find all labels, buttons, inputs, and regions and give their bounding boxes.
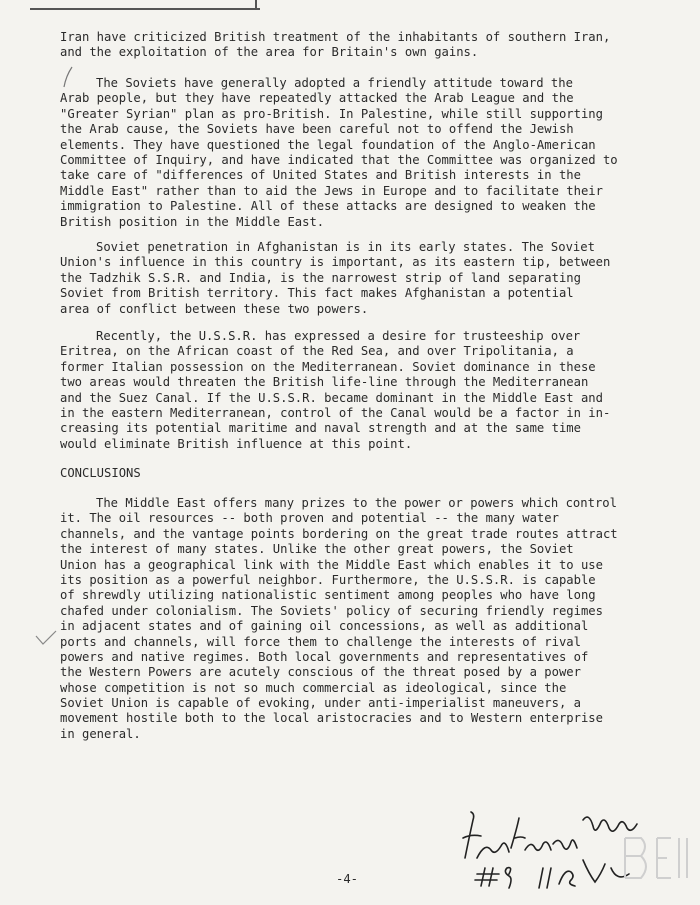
text-line: the Arab cause, the Soviets have been careful not to offend the Jewish [60,122,574,137]
text-line: immigration to Palestine. All of these attacks are designed to weaken the [60,199,596,214]
text-line: it. The oil resources -- both proven and potential -- the many water [60,511,559,526]
text-line: ports and channels, will force them to challenge the interests of rival [60,634,581,649]
text-line: the Tadzhik S.S.R. and India, is the narrowest strip of land separating [60,270,581,285]
text-line: the interest of many states. Unlike the other great powers, the Soviet [60,542,574,557]
text-line: movement hostile both to the local aristocracies and to Western enterprise [60,711,603,726]
text-line: Recently, the U.S.S.R. has expressed a desire for trusteeship over [96,329,581,343]
paragraph [60,76,635,230]
text-line: the Western Powers are acutely conscious of the threat posed by a power [60,665,581,680]
text-line: Soviet from British territory. This fact makes Afghanistan a potential [60,286,574,301]
text-line: Eritrea, on the African coast of the Red Sea, and over Tripolitania, a [60,344,574,359]
text-line: Middle East" rather than to aid the Jews in Europe and to facilitate their [60,183,603,198]
top-tick-mark [255,0,257,10]
text-line: Soviet penetration in Afghanistan is in its early states. The Soviet [96,240,595,254]
text-line: channels, and the vantage points bordering on the great trade routes attract [60,526,618,541]
text-line: "Greater Syrian" plan as pro-British. In Palestine, while still supporting [60,106,603,121]
text-line: take care of "differences of United States and British interests in the [60,168,581,183]
text-line: British position in the Middle East. [60,214,325,229]
text-line: chafed under colonialism. The Soviets' policy of securing friendly regimes [60,603,603,618]
text-line: its position as a powerful neighbor. Furthermore, the U.S.S.R. is capable [60,572,596,587]
paragraph [60,30,635,61]
text-line: Union has a geographical link with the Middle East which enables it to use [60,557,603,572]
text-line: and the exploitation of the area for Britain's own gains. [60,45,479,60]
text-line: in adjacent states and of gaining oil concessions, as well as additional [60,619,589,634]
paragraph [60,240,635,317]
text-line: in general. [60,726,141,741]
text-line: whose competition is not so much commercial as ideological, since the [60,680,567,695]
page-number: -4- [336,872,359,886]
handwritten-annotation [455,798,695,893]
text-line: Arab people, but they have repeatedly attacked the Arab League and the [60,91,574,106]
text-line: of shrewdly utilizing nationalistic sentiment among peoples who have long [60,588,596,603]
text-line: Iran have criticized British treatment of the inhabitants of southern Iran, [60,30,611,44]
paragraph [60,496,635,742]
text-line: Union's influence in this country is important, as its eastern tip, between [60,255,611,270]
text-line: would eliminate British influence at this point. [60,436,413,451]
text-line: Soviet Union is capable of evoking, under anti-imperialist maneuvers, a [60,696,581,711]
paragraph [60,329,635,452]
text-line: powers and native regimes. Both local governments and representatives of [60,649,589,664]
top-rule [30,8,260,10]
text-line: area of conflict between these two powers. [60,301,369,316]
margin-check-mark [34,628,58,648]
text-line: and the Suez Canal. If the U.S.S.R. became dominant in the Middle East and [60,390,603,405]
text-line: in the eastern Mediterranean, control of the Canal would be a factor in in- [60,405,611,420]
text-line: creasing its potential maritime and naval strength and at the same time [60,421,581,436]
text-line: two areas would threaten the British life-line through the Mediterranean [60,375,589,390]
text-line: elements. They have questioned the legal foundation of the Anglo-American [60,137,596,152]
text-line: The Middle East offers many prizes to the power or powers which control [96,496,617,510]
text-line: former Italian possession on the Mediterranean. Soviet dominance in these [60,359,596,374]
text-line: The Soviets have generally adopted a friendly attitude toward the [96,76,573,90]
text-line: Committee of Inquiry, and have indicated that the Committee was organized to [60,152,618,167]
section-heading-conclusions: CONCLUSIONS [60,466,141,480]
